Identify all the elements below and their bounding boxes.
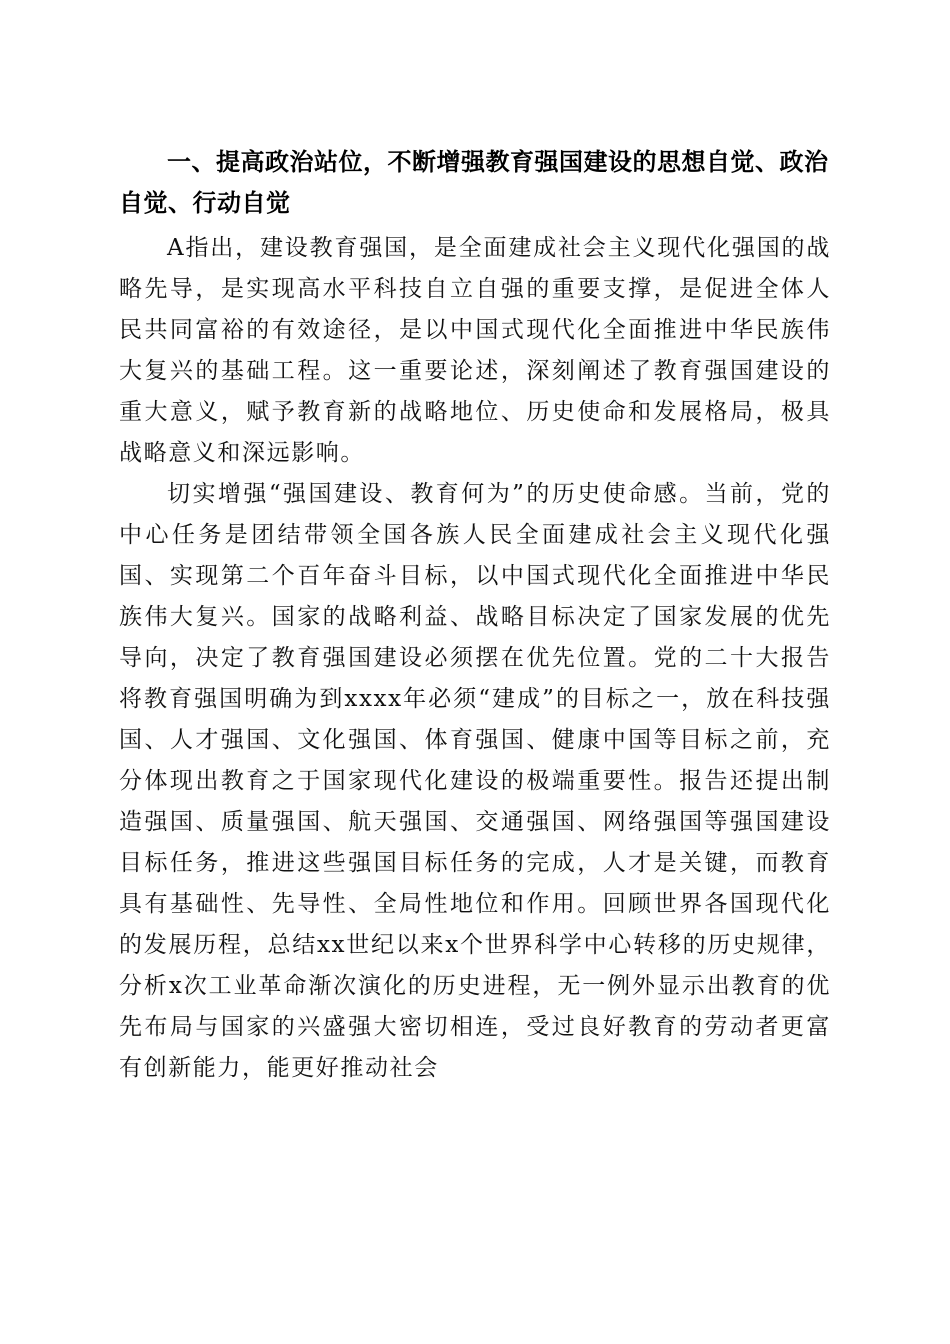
paragraph-1: A指出，建设教育强国，是全面建成社会主义现代化强国的战略先导，是实现高水平科技自立自强的重要支撑，是促进全体人民共同富裕的有效途径，是以中国式现代化全面推进中华民族伟大复兴的基础工程。这一重要论述，深刻阐述了教育强国建设的重大意义，赋予教育新的战略地位、历史使命和发展格局，极具战略意义和深远影响。 <box>119 235 831 466</box>
document-body <box>119 142 831 1089</box>
paragraph-2: 切实增强“强国建设、教育何为”的历史使命感。当前，党的中心任务是团结带领全国各族人民全面建成社会主义现代化强国、实现第二个百年奋斗目标，以中国式现代化全面推进中华民族伟大复兴。国家的战略利益、战略目标决定了国家发展的优先导向，决定了教育强国建设必须摆在优先位置。党的二十大报告将教育强国明确为到xxxx年必须“建成”的目标之一，放在科技强国、人才强国、文化强国、体育强国、健康中国等目标之前，充分体现出教育之于国家现代化建设的极端重要性。报告还提出制造强国、质量强国、航天强国、交通强国、网络强国等强国建设目标任务，推进这些强国目标任务的完成，人才是关键，而教育具有基础性、先导性、全局性地位和作用。回顾世界各国现代化的发展历程，总结xx世纪以来x个世界科学中心转移的历史规律，分析x次工业革命渐次演化的历史进程，无一例外显示出教育的优先布局与国家的兴盛强大密切相连，受过良好教育的劳动者更富有创新能力，能更好推动社会 <box>119 481 831 1081</box>
section-heading: 一、提高政治站位，不断增强教育强国建设的思想自觉、政治自觉、行动自觉 <box>119 148 829 217</box>
